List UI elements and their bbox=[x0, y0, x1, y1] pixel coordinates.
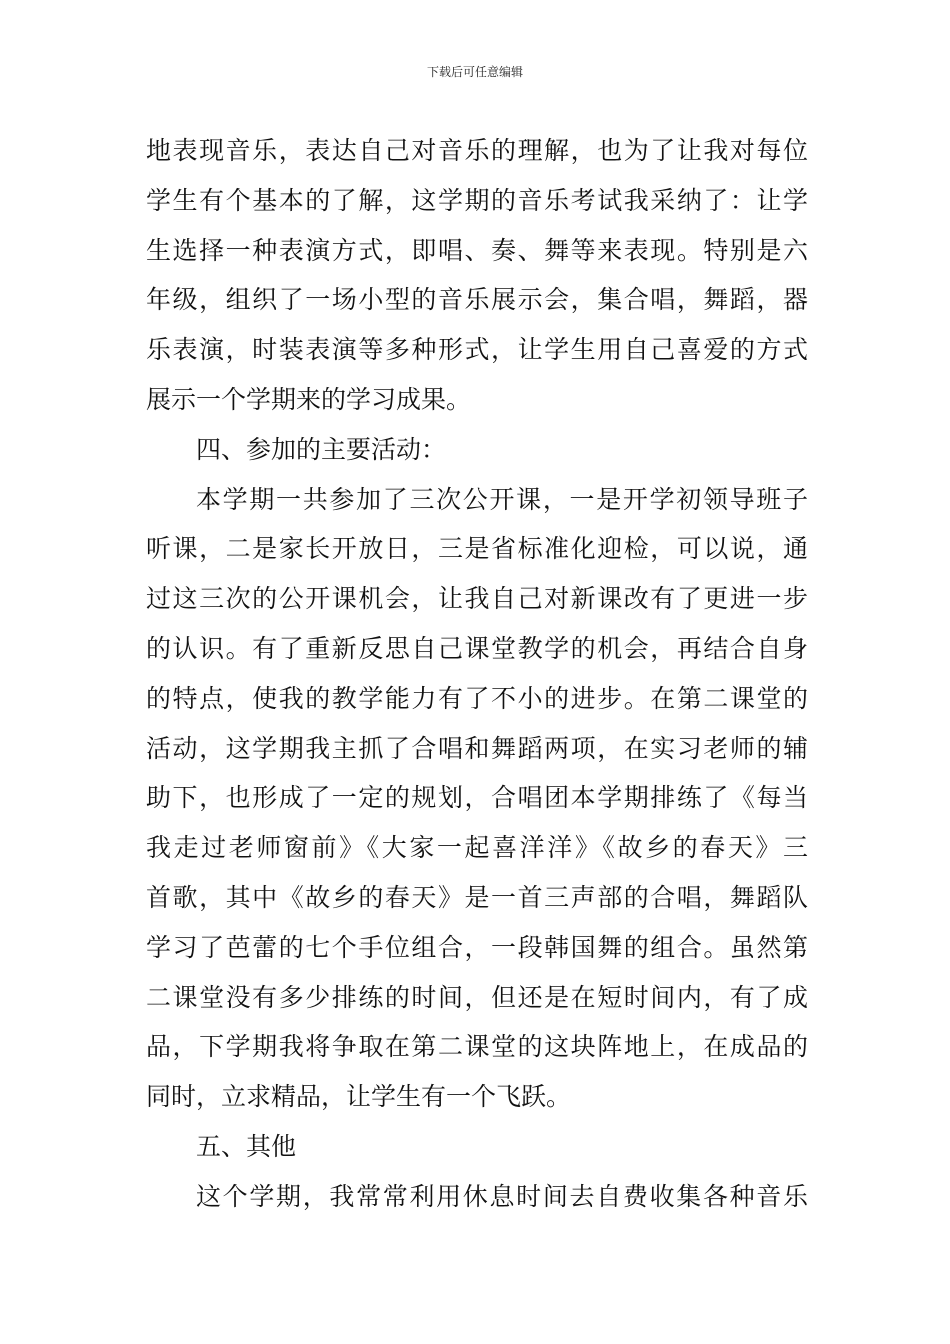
text-line: 的认识。有了重新反思自己课堂教学的机会，再结合自身 bbox=[146, 633, 808, 663]
text-line: 年级，组织了一场小型的音乐展示会，集合唱，舞蹈，器 bbox=[146, 285, 808, 315]
text-line: 地表现音乐，表达自己对音乐的理解，也为了让我对每位 bbox=[146, 136, 808, 165]
text-line: 学生有个基本的了解，这学期的音乐考试我采纳了：让学 bbox=[146, 185, 808, 215]
text-line: 二课堂没有多少排练的时间，但还是在短时间内，有了成 bbox=[146, 982, 808, 1012]
text-line: 五、其他 bbox=[196, 1131, 297, 1161]
document-body bbox=[146, 126, 808, 1222]
page-header-note: 下载后可任意编辑 bbox=[426, 65, 523, 79]
text-line: 这个学期，我常常利用休息时间去自费收集各种音乐 bbox=[196, 1181, 808, 1211]
text-line: 四、参加的主要活动： bbox=[196, 434, 447, 464]
text-line: 听课，二是家长开放日，三是省标准化迎检，可以说，通 bbox=[146, 534, 808, 564]
text-line: 过这三次的公开课机会，让我自己对新课改有了更进一步 bbox=[146, 584, 808, 614]
text-line: 同时，立求精品，让学生有一个飞跃。 bbox=[146, 1082, 572, 1112]
text-line: 品，下学期我将争取在第二课堂的这块阵地上，在成品的 bbox=[146, 1032, 808, 1062]
text-line: 本学期一共参加了三次公开课，一是开学初领导班子 bbox=[196, 484, 808, 514]
paragraph bbox=[146, 475, 808, 1122]
paragraph bbox=[146, 1172, 808, 1222]
paragraph bbox=[146, 425, 808, 475]
text-line: 学习了芭蕾的七个手位组合，一段韩国舞的组合。虽然第 bbox=[146, 932, 808, 962]
text-line: 展示一个学期来的学习成果。 bbox=[146, 384, 472, 414]
paragraph bbox=[146, 126, 808, 425]
text-line: 生选择一种表演方式，即唱、奏、舞等来表现。特别是六 bbox=[146, 235, 808, 265]
text-line: 乐表演，时装表演等多种形式，让学生用自己喜爱的方式 bbox=[146, 335, 808, 365]
text-line: 首歌，其中《故乡的春天》是一首三声部的合唱，舞蹈队 bbox=[146, 882, 808, 912]
paragraph bbox=[146, 1122, 808, 1172]
text-line: 的特点，使我的教学能力有了不小的进步。在第二课堂的 bbox=[146, 683, 808, 713]
text-line: 我走过老师窗前》《大家一起喜洋洋》《故乡的春天》三 bbox=[146, 833, 808, 863]
text-line: 助下，也形成了一定的规划，合唱团本学期排练了《每当 bbox=[146, 783, 808, 813]
text-line: 活动，这学期我主抓了合唱和舞蹈两项，在实习老师的辅 bbox=[146, 733, 808, 763]
